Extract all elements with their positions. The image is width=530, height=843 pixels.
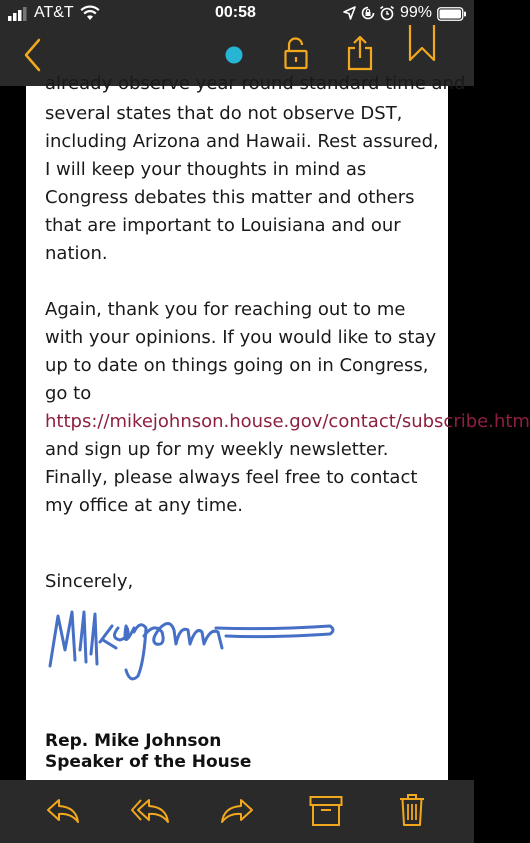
alarm-icon: [379, 5, 395, 21]
battery-icon: [437, 7, 467, 21]
battery-percentage: 99%: [400, 4, 433, 21]
signer-title: Speaker of the House: [45, 752, 252, 772]
unread-dot-icon[interactable]: [225, 46, 243, 64]
cut-off-text-line: already observe year round standard time and: [45, 73, 466, 94]
trash-icon[interactable]: [398, 793, 426, 827]
reply-icon[interactable]: [45, 797, 81, 825]
location-icon: [343, 6, 356, 20]
wifi-icon: [80, 5, 100, 21]
paragraph-dst: several states that do not observe DST, including Arizona and Hawaii. Rest assured, I will keep your thoughts in mind as Congress debates this matter and others that are important to Louisiana and our nation.: [45, 103, 439, 264]
email-body: [26, 73, 530, 780]
email-text: [45, 86, 530, 520]
carrier-label: AT&T: [34, 4, 74, 21]
status-bar: [0, 0, 474, 28]
newsletter-text: and sign up for my weekly newsletter. Finally, please always feel free to contact my office at any time.: [45, 439, 418, 516]
back-icon[interactable]: [22, 37, 42, 73]
bottom-toolbar: [0, 780, 474, 843]
closing: Sincerely,: [45, 571, 134, 592]
unlock-icon[interactable]: [284, 36, 308, 70]
bookmark-icon[interactable]: [407, 25, 437, 65]
signer-block: [45, 731, 251, 773]
handwritten-signature: [40, 598, 340, 698]
clock: 00:58: [215, 4, 256, 21]
reply-all-icon[interactable]: [130, 797, 170, 825]
signer-name: Rep. Mike Johnson: [45, 731, 222, 751]
thanks-text: Again, thank you for reaching out to me with your opinions. If you would like to stay up to date on things going on in Congress, go to: [45, 299, 437, 404]
share-icon[interactable]: [347, 35, 373, 71]
paragraph-thanks: [45, 296, 530, 520]
orientation-lock-icon: [360, 5, 376, 21]
archive-icon[interactable]: [309, 795, 343, 827]
signal-icon: [8, 7, 30, 21]
subscribe-link[interactable]: https://mikejohnson.house.gov/contact/subscribe.htm: [45, 411, 530, 432]
forward-icon[interactable]: [219, 797, 255, 825]
